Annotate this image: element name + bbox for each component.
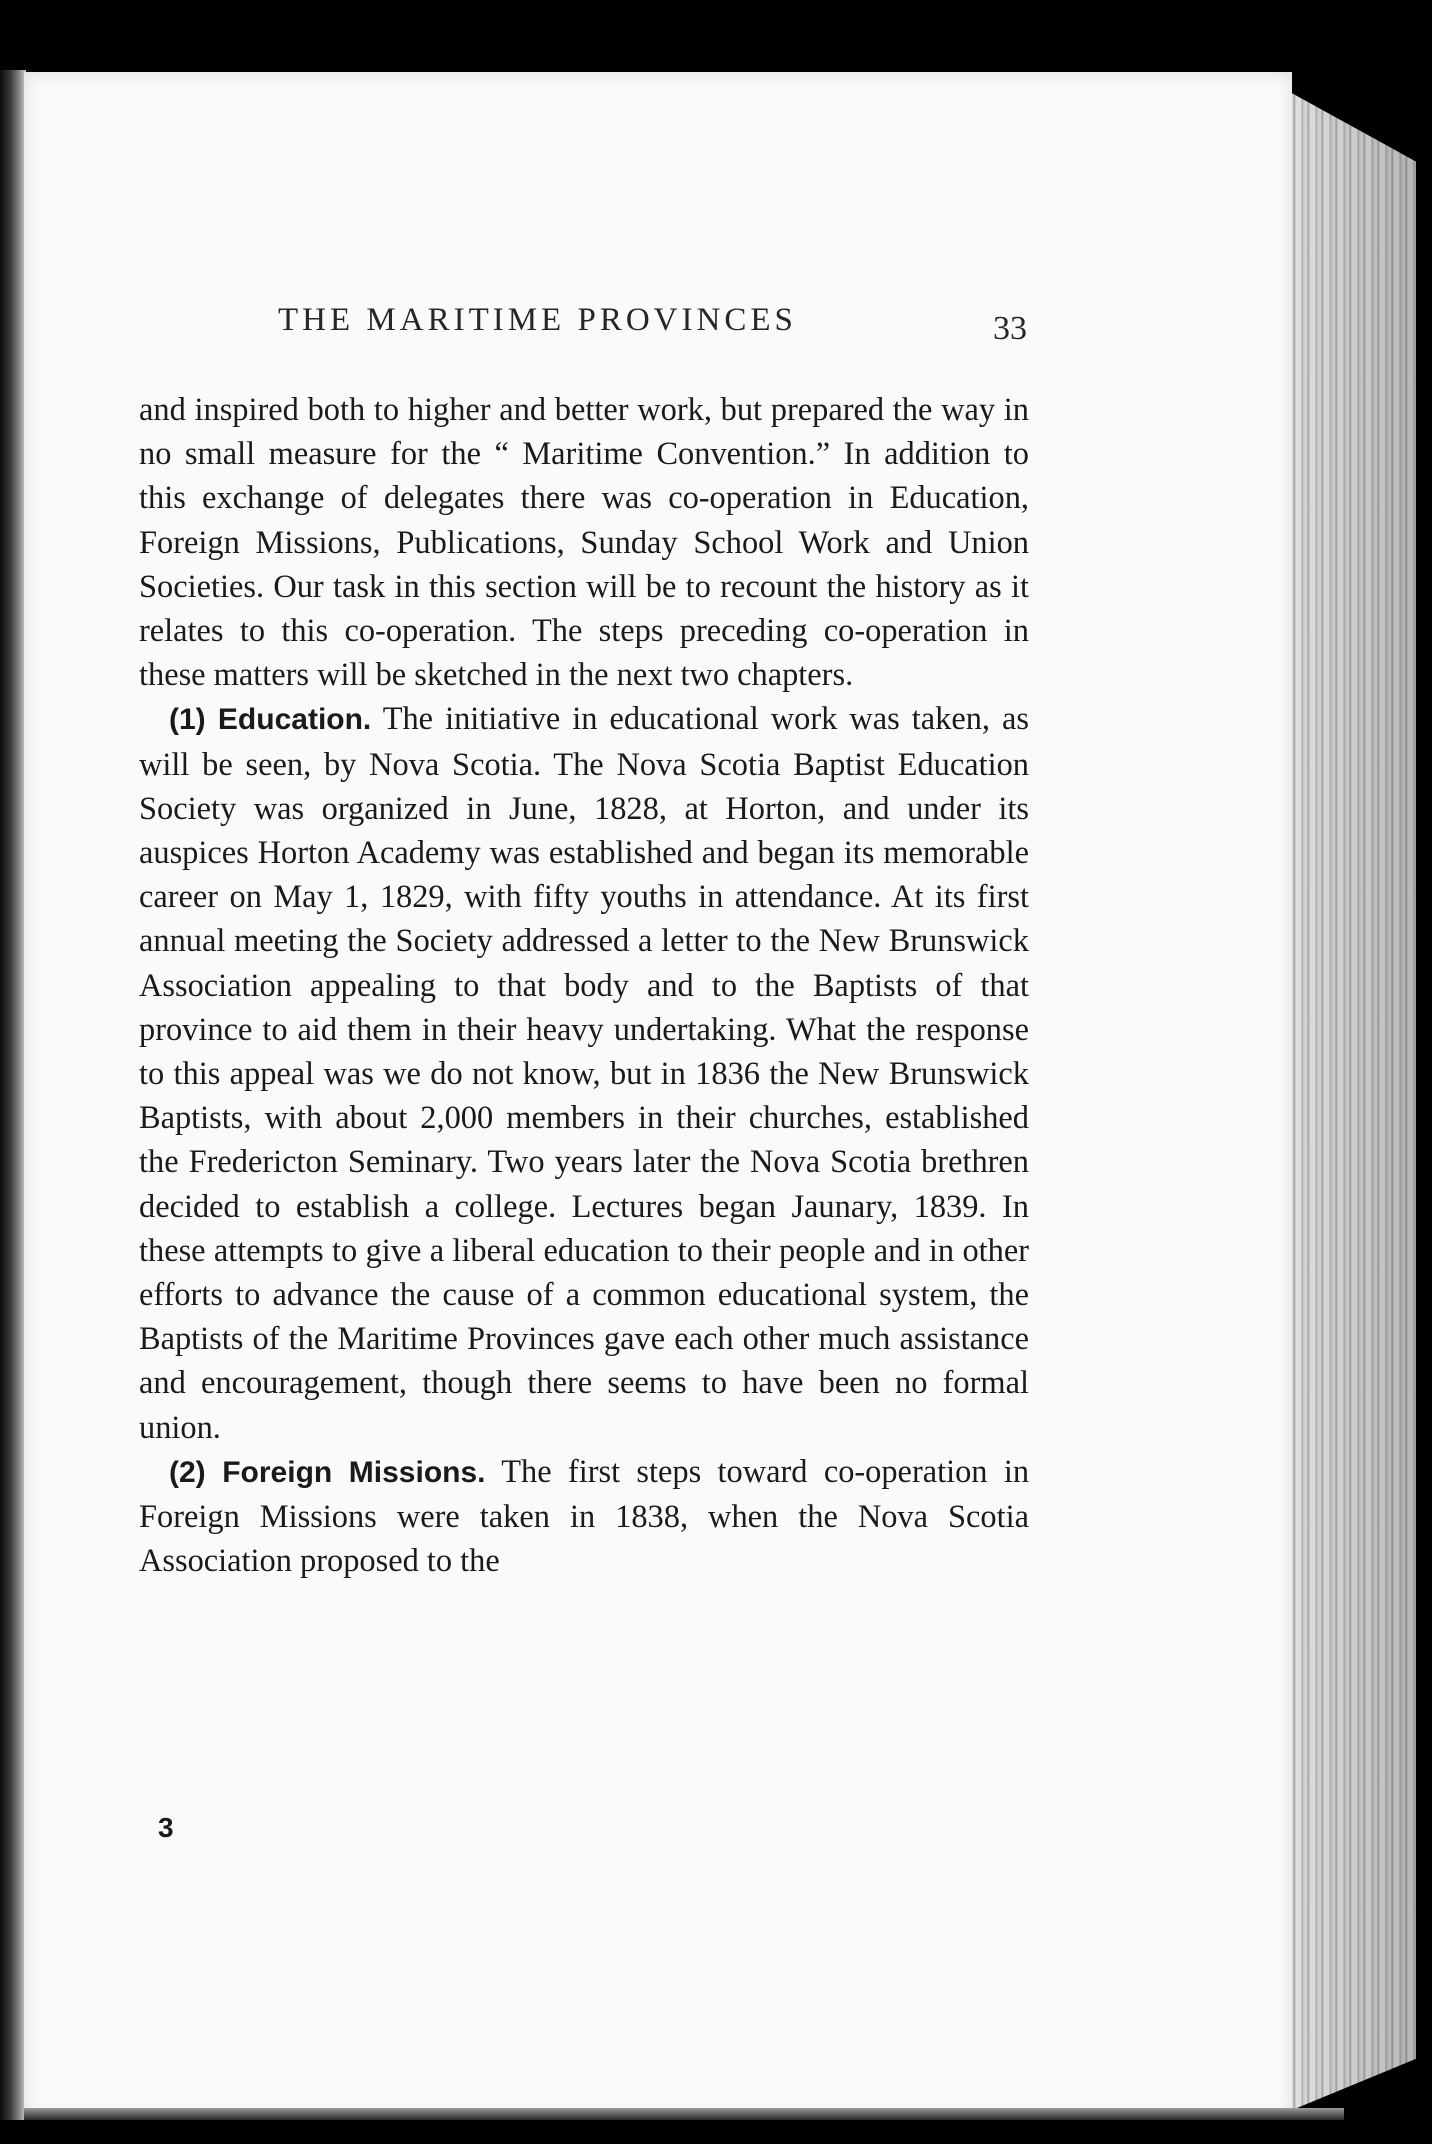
paragraph-text: and inspired both to higher and better work, but prepared the way in no small measure for the “ Maritime Convention.” In addition to this exchange of delegates there was co-operation in Education, Foreign Missions, Publications, Sunday School Work and Union Societies. Our task in this section will be to recount the history as it relates to this co-operation. The steps preceding co-operation in these matters will be sketched in the next two chapters. [139,392,1029,694]
paragraph-education [139,697,1029,1449]
page-number: 33 [993,310,1027,347]
book-spine-shadow [0,70,26,2120]
paragraph-foreign-missions [139,1450,1029,1584]
running-head: THE MARITIME PROVINCES [278,302,797,338]
page-header [138,302,1038,362]
paragraph-text: The first steps toward co-operation in Foreign Missions were taken in 1838, when the Nova Scotia Association proposed to the [139,1453,1030,1580]
page-bottom-edge [24,2108,1344,2120]
signature-mark: 3 [158,1812,174,1843]
paragraph-text: The initiative in educational work was taken, as will be seen, by Nova Scotia. The Nova Scotia Baptist Education Society was organized in June, 1828, at Horton, and under its auspices Horton Academy was established and began its memorable career on May 1, 1829, with fifty youths in attendance. At its first annual meeting the Society addressed a letter to the New Brunswick Association appealing to that body and to the Baptists of that province to aid them in their heavy undertaking. What the response to this appeal was we do not know, but in 1836 the New Brunswick Baptists, with about 2,000 members in their churches, established the Fredericton Seminary. Two years later the Nova Scotia brethren decided to establish a college. Lectures began Jaunary, 1839. In these attempts to give a liberal education to their people and in other efforts to advance the cause of a common educational system, the Baptists of the Maritime Provinces gave each other much assistance and encouragement, though there seems to have been no formal union. [139,701,1029,1446]
paragraph [139,388,1029,697]
section-heading-foreign-missions: (2) Foreign Missions. [169,1455,486,1489]
body-text [139,388,1029,1583]
section-heading-education: (1) Education. [169,703,372,737]
